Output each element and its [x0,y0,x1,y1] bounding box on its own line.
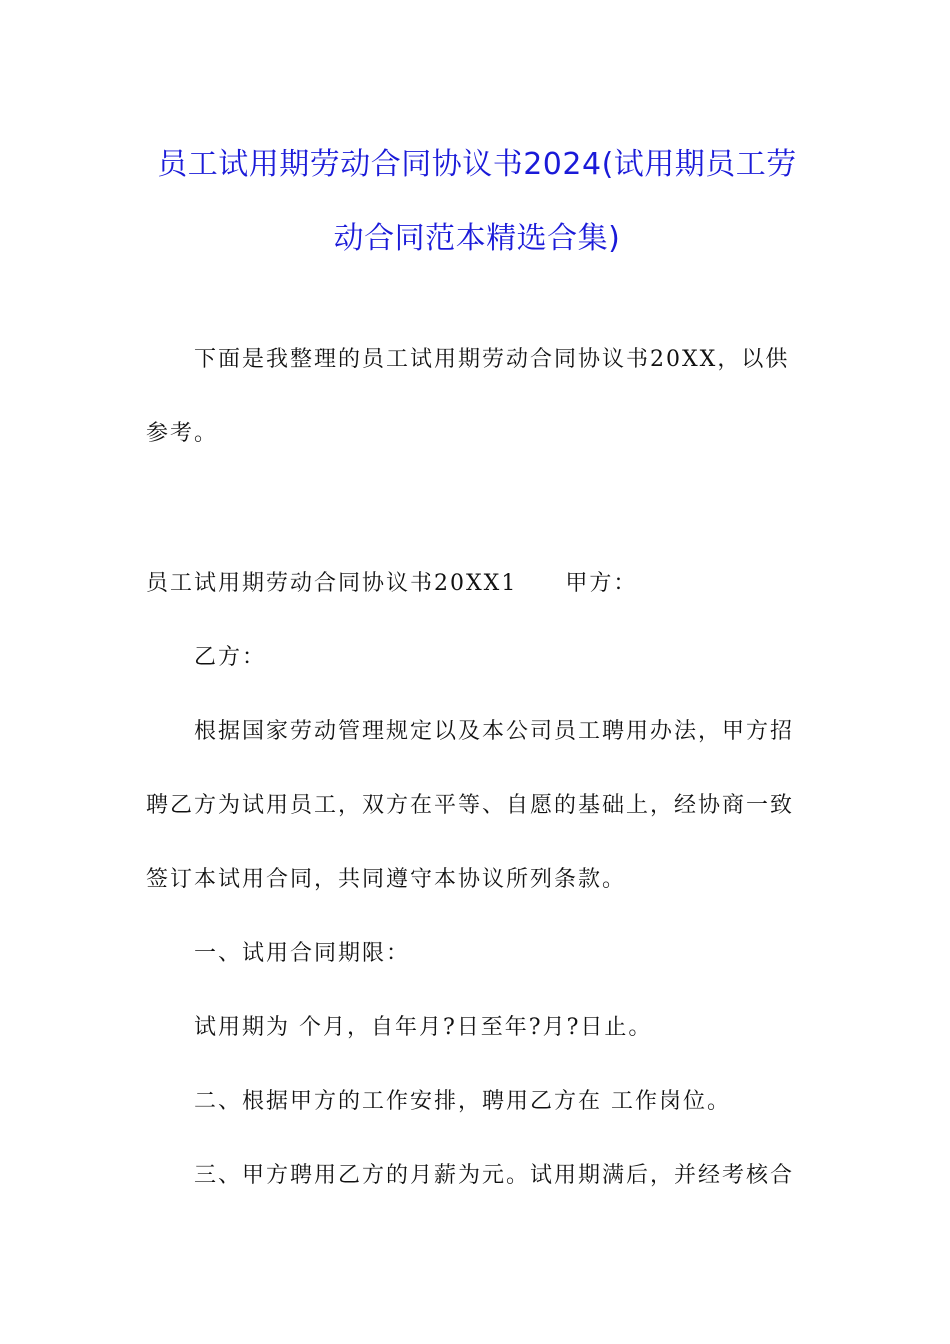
intro-paragraph: 下面是我整理的员工试用期劳动合同协议书20XX，以供参考。 [146,347,790,446]
contract-heading: 员工试用期劳动合同协议书20XX1 [146,571,518,596]
clause-1-title: 一、试用合同期限： [194,941,411,966]
clause-3: 三、甲方聘用乙方的月薪为元。试用期满后，并经考核合 [194,1163,795,1188]
document-title: 员工试用期劳动合同协议书2024(试用期员工劳动合同范本精选合集) [157,147,797,256]
contract-heading-line [146,547,808,621]
party-b-label: 乙方： [194,645,267,670]
clause-2: 二、根据甲方的工作安排，聘用乙方在 工作岗位。 [194,1089,731,1114]
preamble-paragraph: 根据国家劳动管理规定以及本公司员工聘用办法，甲方招聘乙方为试用员工，双方在平等、自愿的基础上，经协商一致签订本试用合同，共同遵守本协议所列条款。 [146,719,795,892]
party-a-label: 甲方： [565,571,638,596]
clause-1-body: 试用期为 个月，自年月?日至年?月?日止。 [194,1015,653,1040]
